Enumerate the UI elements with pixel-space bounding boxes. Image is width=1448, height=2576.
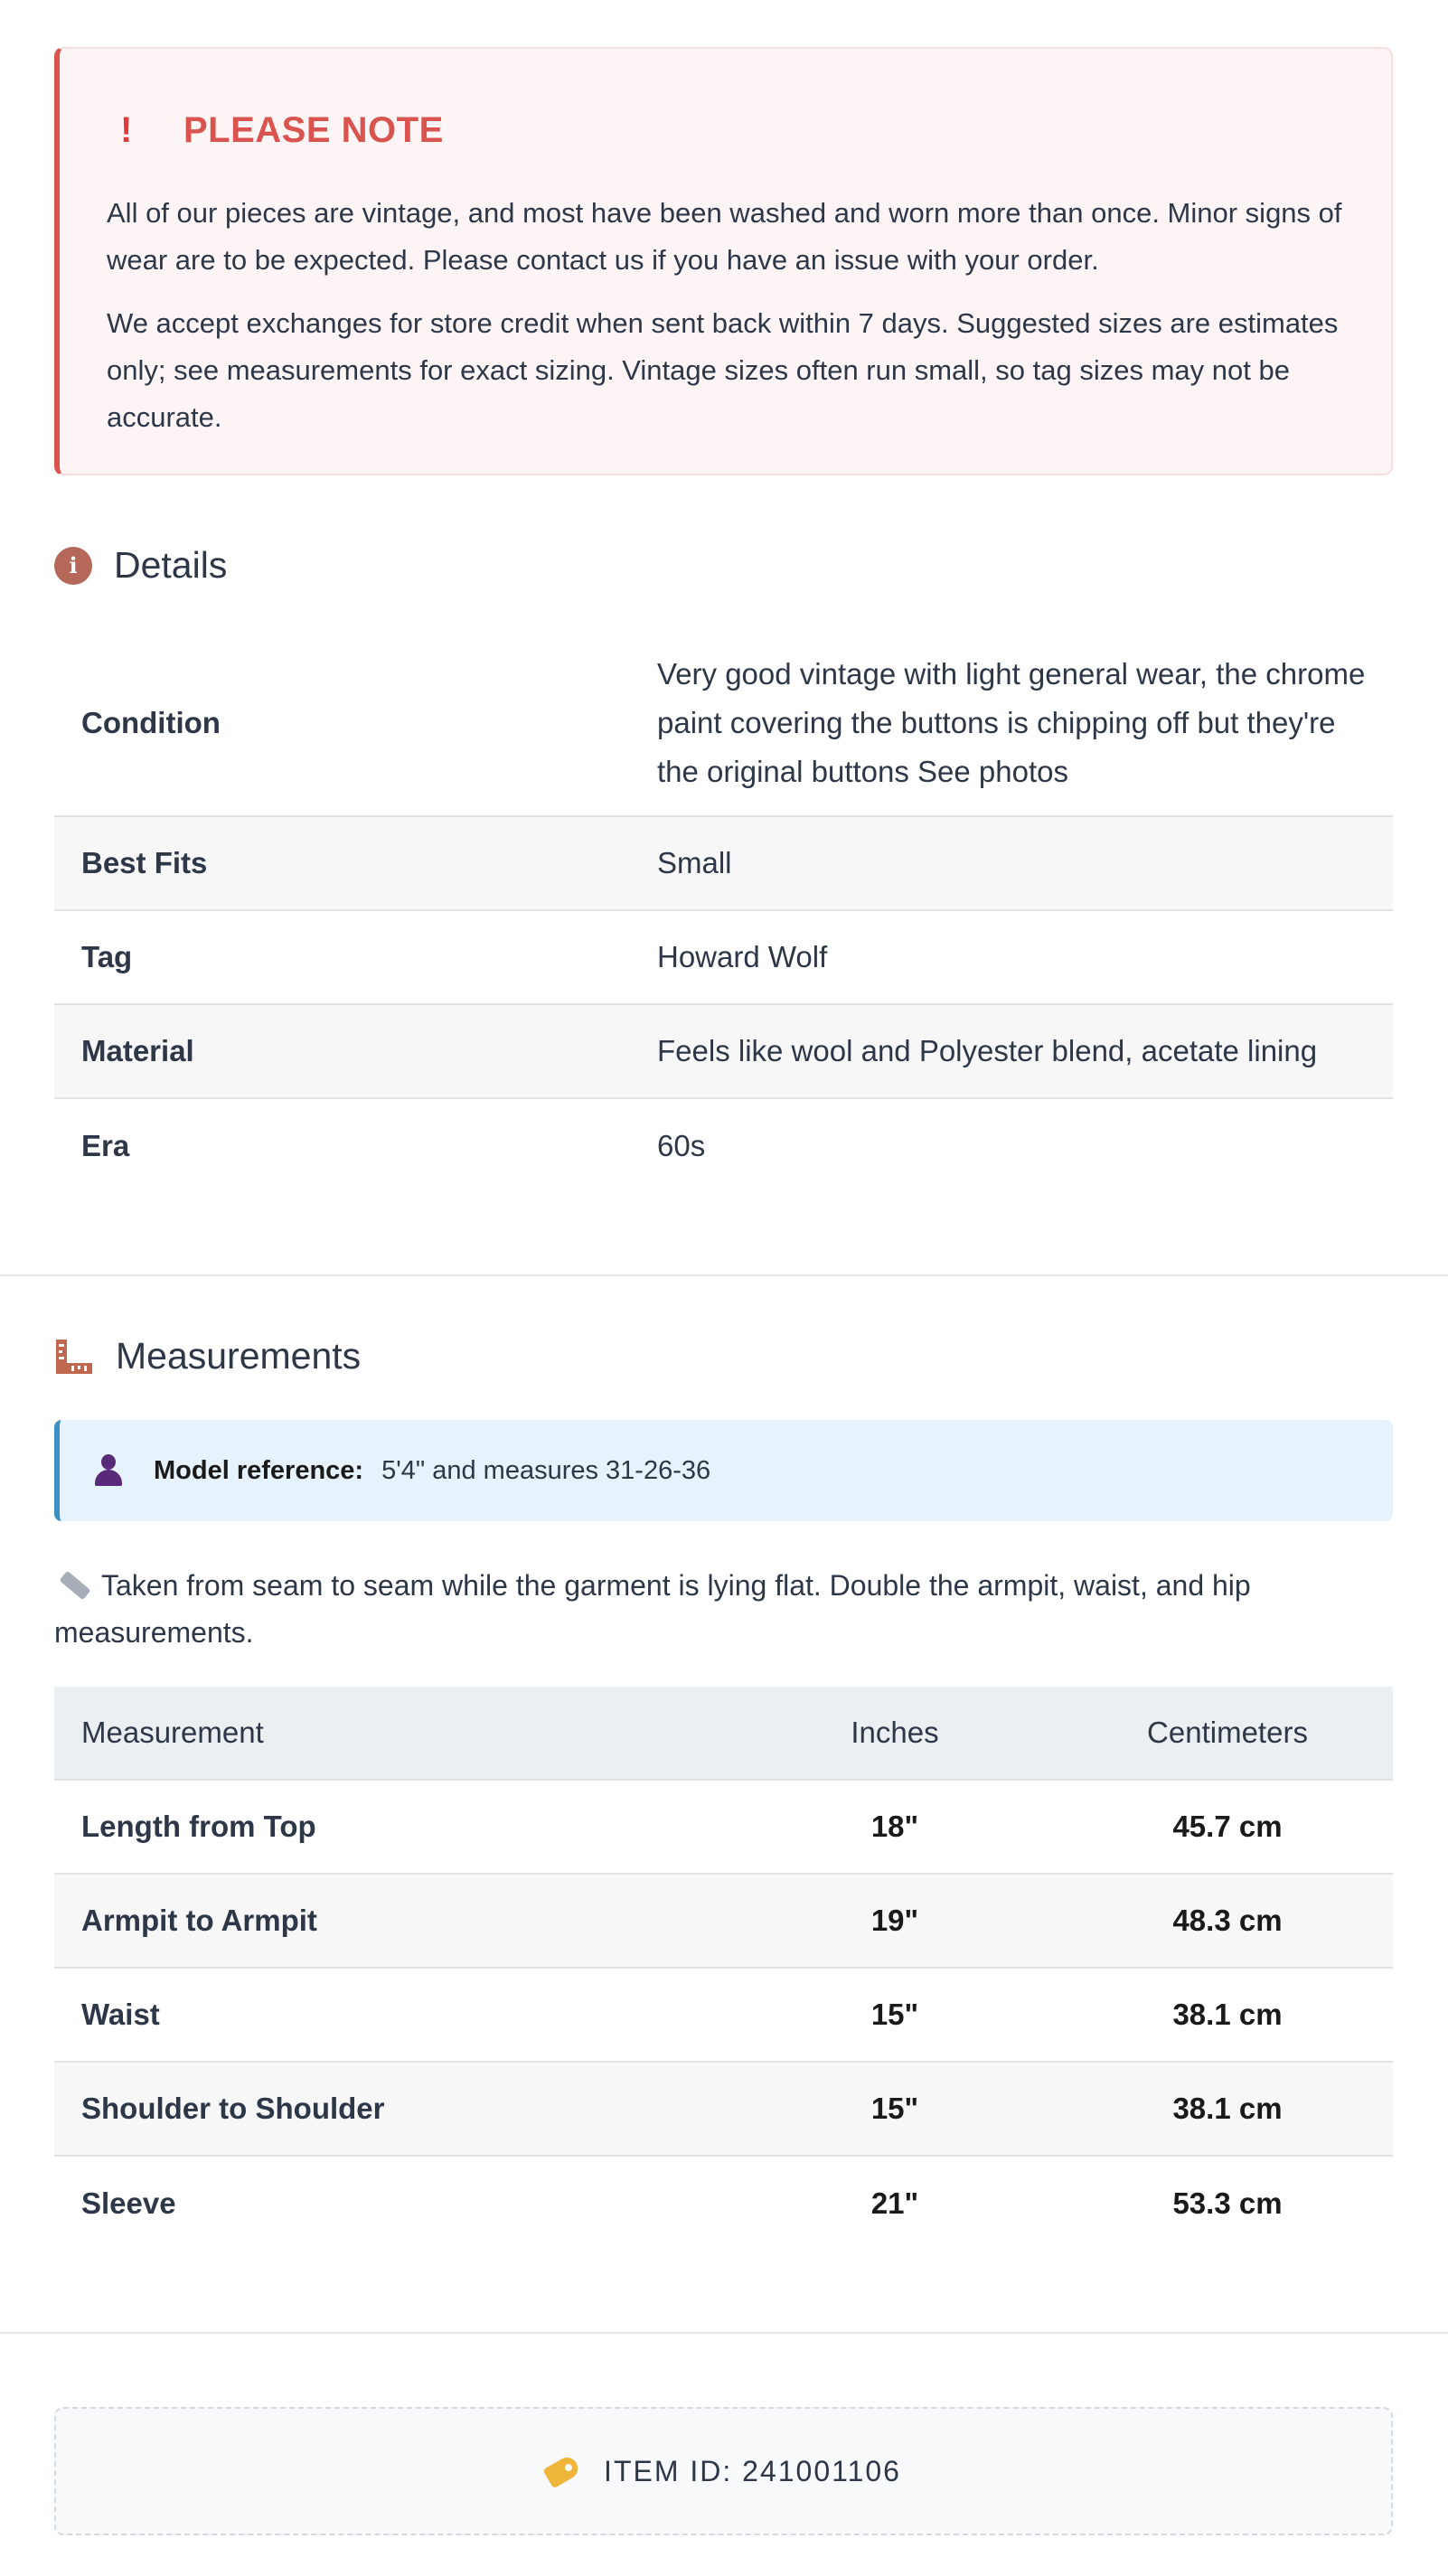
measurement-name: Waist: [81, 1998, 160, 2031]
notice-paragraph-1: All of our pieces are vintage, and most have been washed and worn more than once. Minor signs of wear are to be expected. Please contact us if you have an issue with your order.: [107, 197, 1342, 276]
table-row: [54, 2063, 1393, 2157]
measurement-cm: 38.1 cm: [1172, 1998, 1283, 2031]
measurement-inches: 19": [870, 1904, 919, 1937]
notice-title: PLEASE NOTE: [183, 109, 444, 150]
measurement-note: [54, 1562, 1393, 1656]
details-title: Details: [114, 544, 228, 586]
item-id-box: [54, 2407, 1393, 2535]
measurements-heading: [54, 1335, 361, 1377]
measurement-name: Shoulder to Shoulder: [81, 2092, 385, 2125]
measurement-inches: 15": [870, 1998, 919, 2031]
measurement-inches: 21": [870, 2186, 919, 2220]
details-label: Condition: [81, 706, 221, 739]
details-value: Small: [657, 846, 732, 879]
table-row: [54, 1969, 1393, 2063]
model-reference-box: [54, 1420, 1393, 1521]
measurements-table: [54, 1687, 1393, 2251]
info-icon: i: [54, 547, 92, 585]
measurement-name: Length from Top: [81, 1810, 316, 1843]
measurement-inches: 18": [870, 1810, 919, 1843]
table-row: [54, 1875, 1393, 1969]
measurement-cm: 53.3 cm: [1172, 2186, 1283, 2220]
measurement-name: Sleeve: [81, 2186, 176, 2220]
details-label: Era: [81, 1129, 130, 1162]
table-row: [54, 2157, 1393, 2251]
measurement-cm: 45.7 cm: [1172, 1810, 1283, 1843]
details-row-condition: [54, 631, 1393, 817]
item-id-label: ITEM ID: 241001106: [604, 2454, 901, 2487]
details-value: Feels like wool and Polyester blend, acetate lining: [657, 1034, 1318, 1067]
column-header-inches: Inches: [851, 1716, 939, 1749]
details-heading: [54, 544, 227, 587]
exclamation-icon: !: [120, 109, 133, 150]
details-row-material: [54, 1005, 1393, 1099]
model-reference-label: Model reference:: [154, 1455, 364, 1485]
notice-header: [107, 103, 1344, 157]
measurement-name: Armpit to Armpit: [81, 1904, 317, 1937]
measurements-title: Measurements: [116, 1335, 362, 1377]
measurement-note-text: Taken from seam to seam while the garment is lying flat. Double the armpit, waist, and hip measurements.: [54, 1569, 1251, 1649]
column-header-centimeters: Centimeters: [1147, 1716, 1308, 1749]
straight-ruler-icon: [59, 1570, 90, 1600]
column-header-measurement: Measurement: [81, 1716, 264, 1749]
details-table: [54, 631, 1393, 1193]
ruler-icon: [54, 1338, 94, 1376]
section-divider: [0, 2332, 1448, 2334]
details-value: 60s: [657, 1129, 706, 1162]
details-row-tag: [54, 911, 1393, 1005]
table-row: [54, 1781, 1393, 1875]
notice-paragraph-2: We accept exchanges for store credit when sent back within 7 days. Suggested sizes are estimates only; see measurements for exact sizing. Vintage sizes often run small, so tag sizes may not be accurate.: [107, 307, 1339, 433]
measurements-header-row: [54, 1687, 1393, 1781]
section-divider: [0, 1274, 1448, 1276]
details-label: Best Fits: [81, 846, 208, 879]
details-row-best-fits: [54, 817, 1393, 911]
details-value: Very good vintage with light general wear, the chrome paint covering the buttons is chipping off but they're the original buttons See photos: [657, 657, 1366, 788]
model-reference-value: 5'4" and measures 31-26-36: [381, 1455, 711, 1485]
details-row-era: [54, 1099, 1393, 1193]
measurement-inches: 15": [870, 2092, 919, 2125]
measurement-cm: 48.3 cm: [1172, 1904, 1283, 1937]
person-icon: [94, 1454, 123, 1487]
details-label: Material: [81, 1034, 194, 1067]
please-note-callout: [54, 47, 1393, 475]
details-label: Tag: [81, 940, 133, 973]
details-value: Howard Wolf: [657, 940, 828, 973]
measurement-cm: 38.1 cm: [1172, 2092, 1283, 2125]
tag-icon: [542, 2454, 581, 2489]
